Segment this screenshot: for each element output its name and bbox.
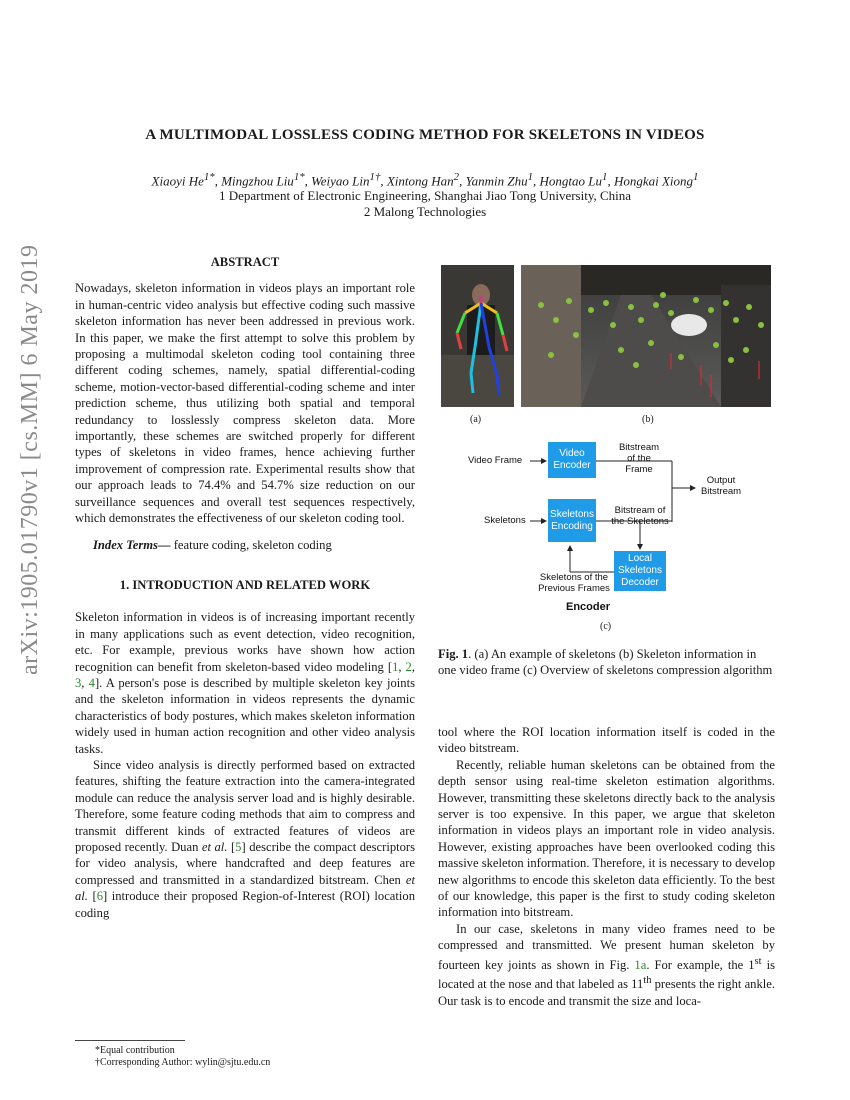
skeletons-encoding-block: Skeletons Encoding: [548, 499, 596, 542]
intro-paragraph-2: Since video analysis is directly performed based on extracted features, shifting the feature extraction into the camera-integrated module can reduce the analysis server load and is highly desirable. Therefore, some feature coding methods that aim to compress and transmit different kinds of extracted features of videos are proposed recently. Duan et al. [5] describe the compact descriptors for video analysis, where handcrafted and deep features are compressed and transmitted in a standardized bitstream. Chen et al. [6] introduce their proposed Region-of-Interest (ROI) location coding: [75, 757, 416, 920]
arxiv-identifier: arXiv:1905.01790v1 [cs.MM] 6 May 2019: [17, 244, 43, 675]
abstract-body: Nowadays, skeleton information in videos plays an important role in human-centric video analysis but effective coding such massive skeleton information has never been addressed in previous work. In this paper, we make the first attempt to solve this problem by proposing a multimodal skeleton coding tool containing three different coding schemes, namely, spatial differential-coding scheme, motion-vector-based differential-coding scheme and inter prediction scheme, thus utilizing both spatial and temporal redundancy to losslessly compress skeleton data. More importantly, these schemes are switched properly for different types of skeletons in video frames, hence achieving further improvement of compression rate. Experimental results show that our approach leads to 74.4% and 54.7% size reduction on our surveillance sequences and overall test sequences respectively, which demonstrates the effectiveness of our skeleton coding tool.: [75, 281, 415, 526]
diagram-label-bitstream-skeletons: Bitstream of the Skeletons: [611, 505, 669, 527]
affiliation-1: 1 Department of Electronic Engineering, Shanghai Jiao Tong University, China: [218, 188, 632, 203]
index-terms-label: Index Terms—: [93, 537, 171, 552]
section-heading-introduction: 1. INTRODUCTION AND RELATED WORK: [119, 577, 371, 592]
diagram-label-previous-frames: Skeletons of the Previous Frames: [538, 572, 610, 594]
citation-link[interactable]: 4: [88, 675, 95, 690]
citation-link[interactable]: 6: [96, 889, 103, 904]
footnote-rule: [75, 1040, 185, 1041]
citation-link[interactable]: 1: [392, 659, 399, 674]
compression-diagram: [440, 432, 780, 632]
footnote-equal-contribution: *Equal contribution: [95, 1045, 175, 1056]
figure-video-frame-image: [521, 265, 771, 407]
paper-title: A MULTIMODAL LOSSLESS CODING METHOD FOR SKELETONS IN VIDEOS: [145, 127, 705, 143]
right-paragraph-2: Recently, reliable human skeletons can be obtained from the depth sensor using real-time skeleton estimation algorithms. However, transmitting these skeletons directly back to the analysis server is too expensive. In this paper, we argue that skeleton information in videos plays an important role in video analysis. However, existing approaches have been overlooked coding this massive skeleton information. Therefore, it is necessary to develop new algorithms to encode this skeleton data efficiently. To the best of our knowledge, this paper is the first to study coding skeleton information into bitstream.: [438, 757, 775, 920]
local-skeletons-decoder-block: Local Skeletons Decoder: [614, 551, 666, 591]
index-terms-text: feature coding, skeleton coding: [170, 537, 332, 552]
figure-label-c: (c): [600, 621, 612, 632]
index-terms: [75, 537, 415, 553]
right-paragraph-1: tool where the ROI location information itself is coded in the video bitstream.: [438, 725, 775, 756]
diagram-label-bitstream-frame: Bitstream of the Frame: [618, 442, 660, 475]
figure-label-b: (b): [642, 414, 654, 425]
affiliation-2: 2 Malong Technologies: [363, 204, 487, 219]
diagram-label-video-frame: Video Frame: [468, 455, 523, 466]
right-column: [438, 724, 775, 1009]
figure-reference-link[interactable]: 1a: [634, 957, 647, 972]
figure-skeleton-example-image: [441, 265, 514, 407]
citation-link[interactable]: 2: [405, 659, 412, 674]
author-list: Xiaoyi $He^{1*}$, Mingzhou Liu$^{1*}$, Weiyao Lin$^{1\dagger}$, Xintong Han$^2$, Yanmin Zhu$^1$, Hongtao Lu$^1$, Hongkai Xiong$^1$: [151, 171, 699, 189]
abstract-heading: ABSTRACT: [210, 255, 280, 269]
figure-label-a: (a): [470, 414, 482, 425]
footnote-corresponding-author: †Corresponding Author: wylin@sjtu.edu.cn: [95, 1057, 271, 1068]
citation-link[interactable]: 3: [75, 675, 82, 690]
caption-label: Fig. 1: [438, 647, 469, 661]
left-column: [75, 254, 415, 921]
diagram-label-skeletons: Skeletons: [484, 515, 526, 526]
right-paragraph-3: In our case, skeletons in many video frames need to be compressed and transmitted. We present human skeleton by fourteen key joints as shown in Fig. 1a. For example, the 1st is located at the nose and that labeled as 11th presents the right ankle. Our task is to encode and transmit the size and loca-: [438, 921, 775, 1008]
intro-paragraph-1: Skeleton information in videos is of increasing important recently in many applications such as event detection, video recognition, etc. For example, previous works have shown how action recognition can benefit from skeleton-based video modeling [1, 2, 3, 4]. A person's pose is described by multiple skeleton key joints and the skeleton information in videos represents the dynamic characteristics of body postures, which makes skeleton information widely used in human action recognition and other video analysis tasks.: [75, 610, 416, 756]
diagram-label-encoder: Encoder: [566, 601, 611, 613]
diagram-label-output-bitstream: Output Bitstream: [700, 475, 742, 497]
figure-caption: Fig. 1. (a) An example of skeletons (b) Skeleton information in one video frame (c) Overview of skeletons compression algorithm: [438, 647, 773, 678]
citation-link[interactable]: 5: [235, 840, 242, 854]
video-encoder-block: Video Encoder: [548, 442, 596, 478]
